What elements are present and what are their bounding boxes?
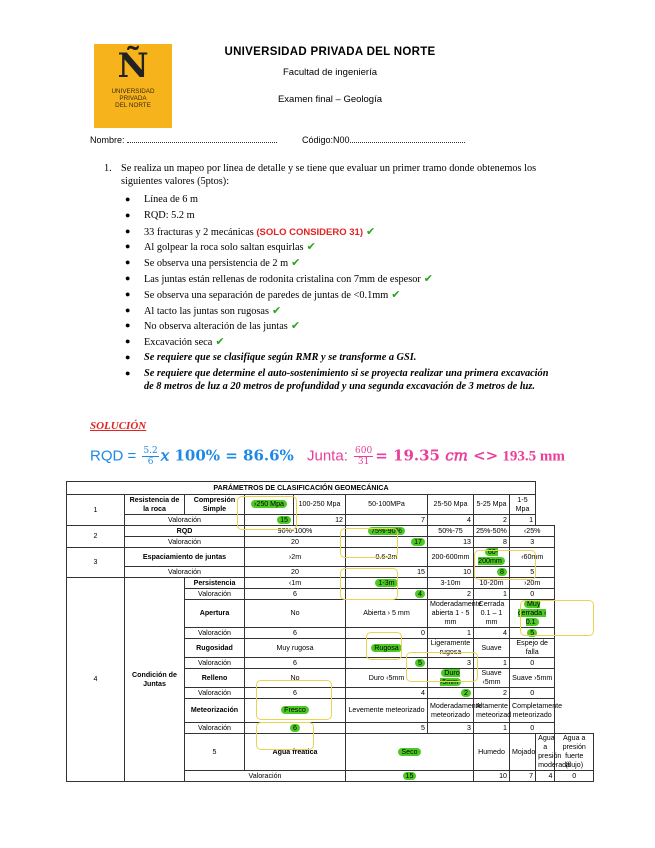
check-icon: ✔	[290, 319, 301, 333]
rmr-table: PARÁMETROS DE CLASIFICACIÓN GEOMECÁNICA 1 Resistencia de la roca Compresión Simple ›250 Mpa 100-250 Mpa 50-100MPa 25-50 Mpa 5-25 Mpa 1-5 Mpa Valoración 15 12 7 4 2 1 2 RQD 90%-100% 75%-90% 50%-75 25%-50% ‹25% Valoración 20 17 13 8 3 3 Espaciamiento de juntas ›2m 0.6-2m 200-600mm 60-200mm ‹60mm Valoración 20 15 10 8 5 4 Condición de Juntas Persistencia ‹1m 1-3m 3-10m 10-20m ›20m Valoración 6 4 2 1 0 Apertura No Abierta › 5 mm Moderadamente abierta 1 - 5 mm Cerrada 0.1 – 1 mm Muy cerrada ‹ 0.1 Valoración 6 0 1 4 5 Rugosidad Muy rugosa Rugosa Ligeramente rugosa Suave Espejo de falla Valoración 6 5 3 1 0 Relleno No Duro ‹5mm Duro ›5mm Suave ‹5mm Suave ›5mm Valoración 6 4 2 2 0 Meteorización Fresco Levemente meteorizado Moderadamente meteorizado Altamente meteorizad Completamente meteorizado Valoración 6 5 3 1 0 5 Agua freatica Seco Humedo Mojado Agua a presión moderada Agua a presión fuerte (flujo) Valoración 15 10 7 4 0	[66, 481, 594, 782]
check-icon: ✔	[215, 335, 225, 349]
list-item: ● Al golpear la roca solo saltan esquirlas ✔	[125, 240, 316, 254]
table-title: PARÁMETROS DE CLASIFICACIÓN GEOMECÁNICA	[67, 482, 536, 495]
list-item: ● Se observa una separación de paredes de juntas de <0.1mm ✔	[125, 287, 401, 301]
list-item: ● Al tacto las juntas son rugosas ✔	[125, 303, 282, 317]
question-1: 1. Se realiza un mapeo por línea de detalle y se tiene que evaluar un primer tramo donde obtenemos los siguientes valores (5ptos):	[104, 162, 559, 188]
list-item: ● No observa alteración de las juntas ✔	[125, 319, 301, 333]
list-item: ● Línea de 6 m	[125, 194, 199, 205]
selection-box	[340, 528, 398, 558]
check-icon: ✔	[291, 256, 301, 270]
selection-box	[340, 568, 398, 600]
selection-box	[237, 496, 297, 530]
question-text: Se realiza un mapeo por línea de detalle y se tiene que evaluar un primer tramo donde obtenemos los siguientes valores (5ptos):	[121, 163, 537, 187]
university-logo	[94, 44, 172, 128]
list-item: ● Se requiere que determine el auto-sostenimiento si se proyecta realizar una primera excavación de 8 metros de luz a 20 metros de profundidad y una segunda excavación de 3 metros de luz.	[125, 367, 549, 392]
selection-box	[366, 632, 402, 660]
annotation-note: (SOLO CONSIDERO 31)	[256, 226, 363, 238]
selection-box	[256, 722, 314, 750]
selection-box	[474, 550, 536, 580]
logo-text: UNIVERSIDAD PRIVADA DEL NORTE	[111, 88, 155, 109]
selection-box	[256, 680, 332, 720]
list-item: ● Las juntas están rellenas de rodonita cristalina con 7mm de espesor ✔	[125, 271, 434, 285]
logo-mark: Ñ	[117, 46, 149, 86]
code-field: Código:N00	[302, 134, 465, 145]
check-icon: ✔	[366, 224, 376, 238]
university-title: UNIVERSIDAD PRIVADA DEL NORTE	[224, 46, 436, 58]
list-item: ● Se observa una persistencia de 2 m ✔	[125, 256, 301, 270]
name-field: Nombre:	[90, 134, 277, 145]
faculty-title: Facultad de ingeniería	[282, 67, 377, 78]
list-item: ● 33 fracturas y 2 mecánicas (SOLO CONSIDERO 31) ✔	[125, 224, 376, 238]
list-item: ● RQD: 5.2 m	[125, 209, 195, 221]
question-items	[118, 192, 558, 393]
selection-box	[406, 652, 478, 682]
solution-label: SOLUCIÓN	[90, 420, 147, 432]
rqd-formula: RQD = $\frac{5.2}{6}$ 𝑥 100% = 86.6%	[90, 446, 294, 467]
check-icon: ✔	[306, 240, 316, 254]
check-icon: ✔	[391, 287, 401, 301]
selection-box	[520, 600, 594, 636]
check-icon: ✔	[423, 271, 434, 285]
junta-formula: Junta: $\frac{600}{31}$ = 19.35 𝑐𝑚 <> 193.5 mm	[307, 446, 565, 467]
list-item: ● Se requiere que se clasifique según RMR y se transforme a GSI.	[125, 351, 417, 363]
list-item: ● Excavación seca ✔	[125, 335, 225, 349]
exam-title: Examen final – Geología	[277, 94, 383, 105]
check-icon: ✔	[271, 303, 282, 317]
